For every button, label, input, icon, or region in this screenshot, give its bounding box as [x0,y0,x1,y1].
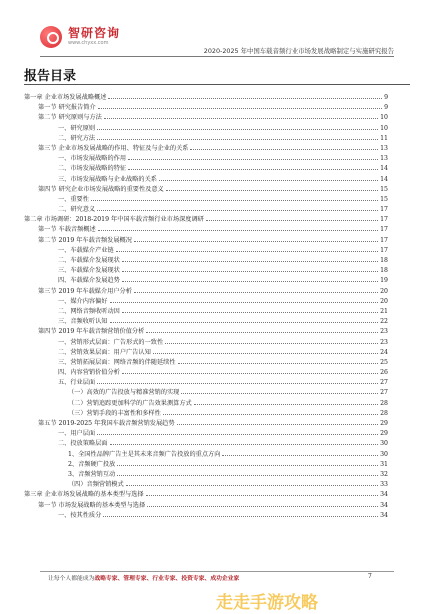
toc-entry-text: 二、营销效果层面：用户广告认知 [58,348,151,356]
toc-entry-page: 34 [380,511,388,519]
footer-divider [40,571,394,572]
toc-entry-page: 21 [380,307,388,315]
toc-entry-page: 28 [380,409,388,417]
toc-entry-text: 第一节 市场发展战略的基本类型与选择 [38,501,146,509]
toc-entry-page: 17 [380,206,388,214]
toc-entry-page: 19 [380,277,388,285]
toc-entry-text: 第四节 2019 年车载音频营销价值分析 [38,328,145,336]
toc-entry[interactable] [24,469,388,479]
toc-entry-page: 14 [380,165,388,173]
toc-entry[interactable] [24,153,388,163]
toc-entry[interactable] [24,235,388,245]
toc-entry-page: 26 [380,369,388,377]
toc-entry-page: 30 [380,450,388,458]
toc-entry-page: 24 [380,348,388,356]
toc-entry-page: 31 [380,460,388,468]
toc-entry[interactable] [24,489,388,499]
toc-entry-page: 9 [384,104,388,112]
table-of-contents [24,92,388,520]
toc-leader-dots [146,326,378,333]
toc-entry-text: 一、按其性质分 [58,511,102,519]
watermark-brand: 走走手游攻略 [216,593,318,613]
toc-entry[interactable] [24,408,388,418]
toc-entry-text: 第五节 2019-2025 年我国车载音频营销发展趋势 [38,420,175,427]
toc-leader-dots [97,428,378,435]
toc-entry-text: 三、音频收听认知 [58,318,108,326]
company-logo [40,22,160,52]
toc-entry-page: 25 [380,358,388,366]
toc-entry[interactable] [24,143,388,153]
toc-entry-page: 28 [380,399,388,407]
toc-entry-text: 二、研究方法 [58,134,96,142]
toc-entry-text: 二、投放策略层面 [58,440,108,448]
toc-entry-text: 第二章 市场调研：2018-2019 年中国车载音频行业市场深度调研 [24,216,204,224]
toc-entry-text: 1、全国性品牌广告主是其未来音频广告投放的重点方向 [68,450,221,458]
toc-entry-page: 9 [384,94,388,101]
toc-entry[interactable] [24,123,388,133]
toc-entry[interactable] [24,275,388,285]
toc-entry[interactable] [24,479,388,489]
toc-entry-text: 一、用户层面 [58,430,96,438]
toc-entry[interactable] [24,174,388,184]
toc-entry-page: 11 [380,134,388,142]
toc-leader-dots [108,92,382,99]
toc-entry-page: 17 [380,216,388,224]
toc-entry[interactable] [24,224,388,234]
logo-url: www.chyxx.com [68,40,109,46]
toc-leader-dots [117,469,378,476]
toc-leader-dots [126,479,378,486]
toc-entry-page: 13 [380,144,388,152]
toc-entry[interactable] [24,214,388,224]
toc-entry-text: 一、营销形式层面：广告形式的一致性 [58,338,164,346]
toc-leader-dots [122,265,378,272]
toc-leader-dots [91,194,378,201]
toc-entry-text: 一、车载媒介产业链 [58,246,114,254]
footer-slogan [48,573,239,582]
toc-leader-dots [122,367,378,374]
toc-entry[interactable] [24,245,388,255]
document-title: 2020-2025 年中国车载音频行业市场发展战略制定与实施研究报告 [203,47,394,55]
footer-highlight: 战略专家、管理专家、行业专家、投资专家、成功企业家 [94,576,240,582]
toc-entry-page: 34 [380,501,388,509]
page-number: 7 [368,573,372,580]
toc-leader-dots [159,174,378,181]
toc-entry[interactable] [24,347,388,357]
toc-entry[interactable] [24,449,388,459]
footer-prefix: 让每个人都能成为 [48,576,95,582]
toc-entry[interactable] [24,337,388,347]
toc-entry[interactable] [24,296,388,306]
toc-leader-dots [181,387,378,394]
toc-entry[interactable] [24,326,388,336]
toc-leader-dots [194,398,378,405]
toc-entry-text: 第三节 企业市场发展战略的作用、特征及与企业的关系 [38,144,189,152]
toc-entry-page: 14 [380,175,388,183]
toc-entry-text: 3、音频营销互动 [68,470,116,478]
toc-entry-page: 15 [380,195,388,203]
toc-entry-page: 13 [380,155,388,163]
toc-entry-page: 15 [380,185,388,193]
toc-heading: 报告目录 [24,69,77,84]
toc-entry-text: 五、行业层面 [58,379,96,387]
toc-entry[interactable] [24,510,388,520]
toc-entry[interactable] [24,184,388,194]
toc-entry[interactable] [24,163,388,173]
toc-entry[interactable] [24,102,388,112]
toc-entry-page: 20 [380,287,388,295]
logo-icon [40,26,62,48]
toc-entry-page: 30 [380,440,388,448]
toc-leader-dots [163,408,378,415]
toc-entry[interactable] [24,265,388,275]
toc-leader-dots [97,123,378,130]
toc-entry-text: 第二节 2019 年车载音频发展概况 [38,236,132,244]
toc-entry-text: 第四节 研究企业市场发展战略的重要性及意义 [38,185,164,193]
toc-entry-text: 二、网络音频收听动因 [58,307,120,315]
toc-entry-text: 一、研究原则 [58,124,96,132]
toc-entry[interactable] [24,286,388,296]
toc-leader-dots [128,153,378,160]
toc-leader-dots [122,275,378,282]
toc-leader-dots [122,306,378,313]
toc-entry-text: 三、车载媒介发展现状 [58,267,120,275]
toc-divider [24,84,410,85]
toc-leader-dots [110,296,379,303]
toc-leader-dots [190,143,378,150]
toc-leader-dots [98,224,378,231]
toc-entry-page: 22 [380,318,388,326]
logo-name: 智研咨询 [68,26,121,40]
toc-entry-text: 第一章 企业市场发展战略概述 [24,94,107,101]
toc-entry-page: 23 [380,338,388,346]
toc-entry[interactable] [24,387,388,397]
toc-entry-page: 27 [380,389,388,397]
toc-leader-dots [122,255,378,262]
toc-entry[interactable] [24,377,388,387]
toc-leader-dots [134,235,378,242]
toc-entry[interactable] [24,357,388,367]
toc-entry[interactable] [24,398,388,408]
toc-entry[interactable] [24,204,388,214]
toc-leader-dots [147,500,378,507]
toc-entry-page: 29 [380,420,388,427]
toc-leader-dots [206,214,378,221]
toc-leader-dots [222,449,378,456]
toc-leader-dots [110,438,379,445]
toc-entry-page: 20 [380,297,388,305]
toc-entry-text: 二、市场发展战略的特征 [58,165,127,173]
toc-entry[interactable] [24,428,388,438]
toc-entry-page: 29 [380,430,388,438]
toc-leader-dots [97,377,378,384]
toc-entry-page: 18 [380,267,388,275]
toc-entry-text: 四、内容营销价值分析 [58,369,120,377]
toc-entry-page: 17 [380,246,388,254]
toc-leader-dots [97,204,378,211]
toc-leader-dots [177,418,379,425]
toc-leader-dots [128,163,378,170]
toc-entry-text: 三、营销拓展层面：网络音频的伴随延续性 [58,358,176,366]
toc-entry-page: 17 [380,236,388,244]
toc-leader-dots [110,316,379,323]
toc-entry-page: 10 [380,114,388,122]
toc-entry[interactable] [24,418,388,428]
toc-entry[interactable] [24,133,388,143]
toc-entry[interactable] [24,92,388,102]
toc-leader-dots [146,489,379,496]
toc-entry-text: 第一节 车载音频概述 [38,226,96,234]
toc-entry[interactable] [24,367,388,377]
toc-leader-dots [103,510,378,517]
toc-entry-text: 一、市场发展战略的作用 [58,155,127,163]
toc-entry[interactable] [24,438,388,448]
toc-entry-text: 一、媒介内容偏好 [58,297,108,305]
toc-entry[interactable] [24,112,388,122]
toc-leader-dots [134,286,378,293]
toc-entry-page: 18 [380,257,388,264]
toc-leader-dots [178,357,379,364]
toc-entry[interactable] [24,255,388,265]
toc-leader-dots [166,184,378,191]
toc-entry-text: 二、车载媒介发展现状 [58,257,120,264]
toc-entry-page: 34 [380,491,388,499]
toc-entry-text: 第二节 研究原则与方法 [38,114,102,122]
toc-entry-text: （四）音频营销模式 [68,481,124,489]
toc-leader-dots [117,459,378,466]
toc-entry-text: 二、研究意义 [58,206,96,214]
toc-entry[interactable] [24,316,388,326]
toc-entry-page: 33 [380,481,388,489]
toc-entry-text: （二）营销追踪更加科学的广告效果测算方式 [68,399,192,407]
header-divider [40,56,394,57]
toc-entry-page: 10 [380,124,388,132]
toc-entry-text: 三、市场发展战略与企业战略的关系 [58,175,157,183]
toc-entry[interactable] [24,194,388,204]
toc-entry-page: 23 [380,328,388,336]
toc-leader-dots [165,337,378,344]
toc-entry-page: 32 [380,470,388,478]
toc-leader-dots [153,347,378,354]
toc-entry-text: （一）高效的广告投放与精准营销的实现 [68,389,180,397]
page-header [0,0,434,58]
toc-entry[interactable] [24,306,388,316]
toc-entry-text: 第三章 企业市场发展战略的基本类型与选择 [24,491,144,499]
toc-entry-text: 2、音频硬广投放 [68,460,116,468]
toc-entry-text: 第一节 研究报告简介 [38,104,96,112]
toc-leader-dots [104,112,378,119]
toc-leader-dots [98,102,382,109]
toc-entry[interactable] [24,500,388,510]
toc-entry-page: 27 [380,379,388,387]
toc-entry-page: 17 [380,226,388,234]
toc-entry[interactable] [24,459,388,469]
toc-entry-text: 四、车载媒介发展趋势 [58,277,120,285]
toc-leader-dots [97,133,378,140]
toc-entry-text: 第三节 2019 年车载媒介用户分析 [38,287,132,295]
toc-entry-text: （三）营销手段的丰富性和多样性 [68,409,161,417]
toc-entry-text: 一、重要性 [58,195,89,203]
toc-leader-dots [116,245,378,252]
